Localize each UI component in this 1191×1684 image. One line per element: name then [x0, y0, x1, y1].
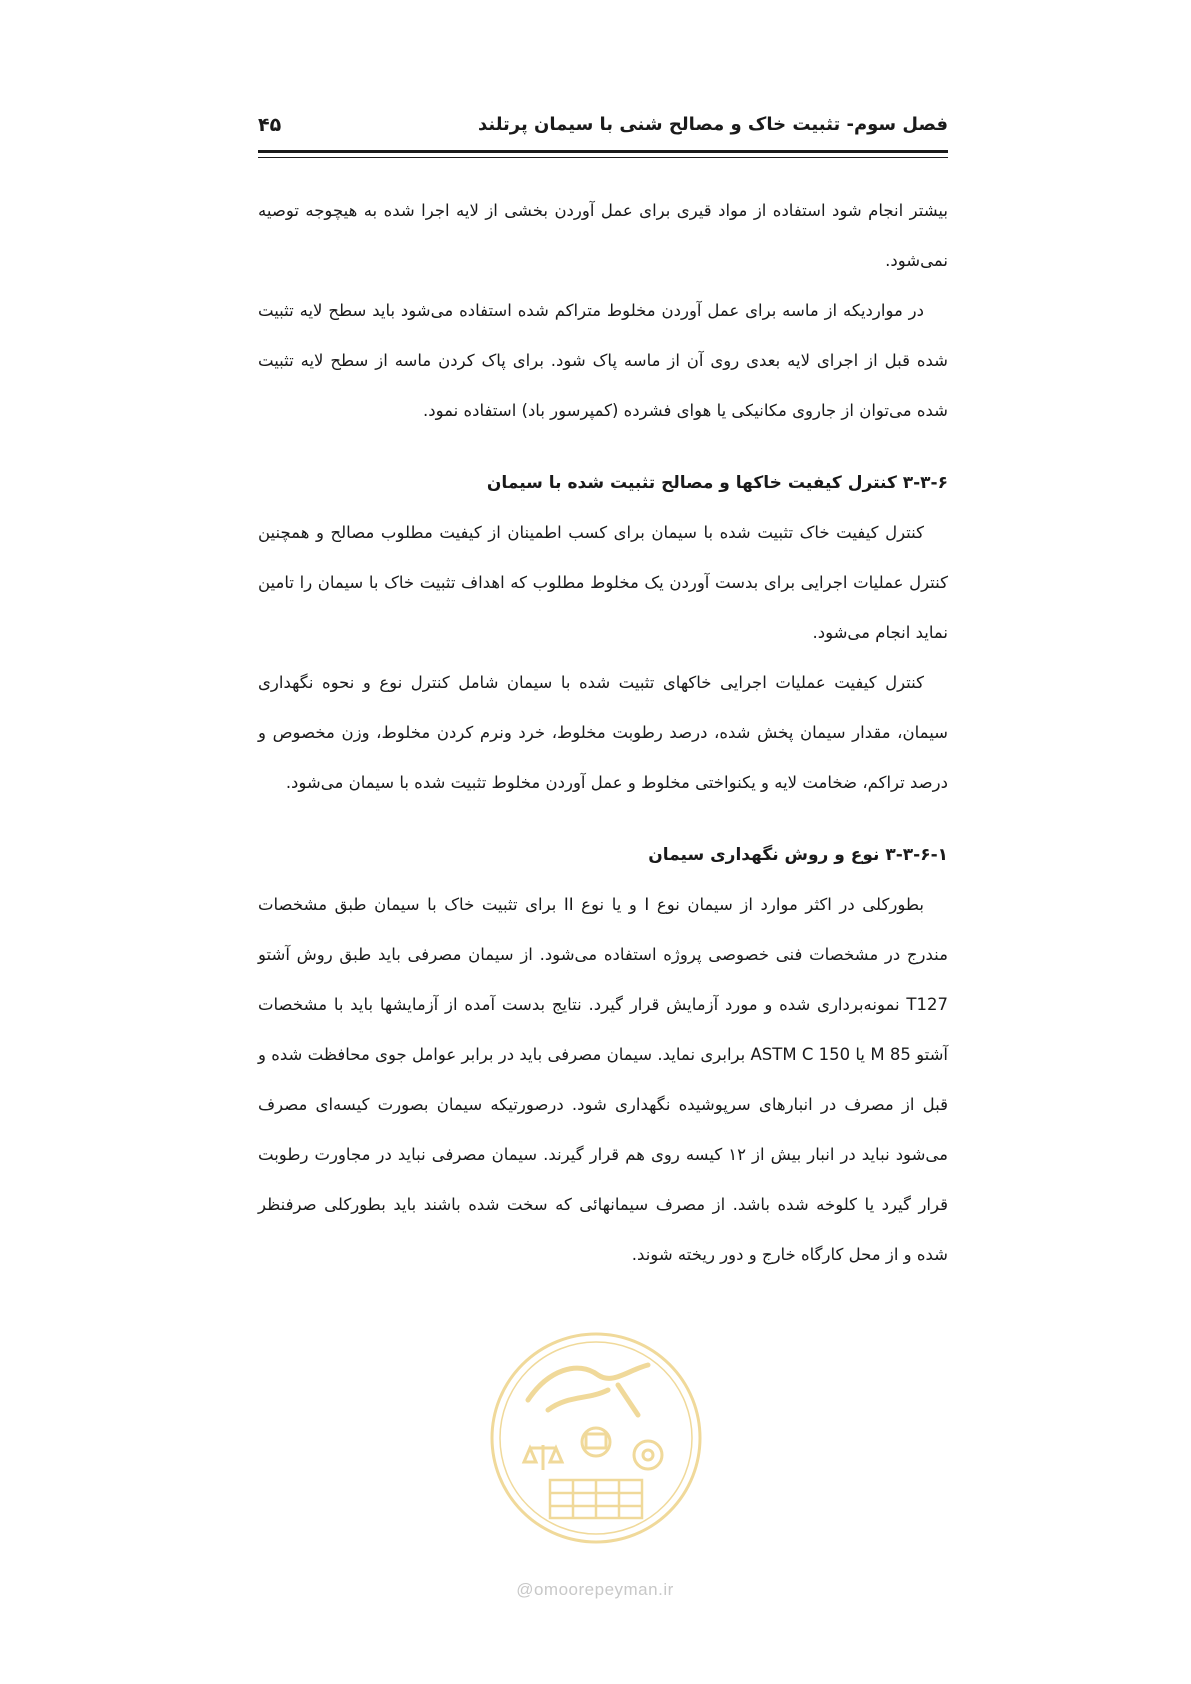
paragraph-3: کنترل کیفیت خاک تثبیت شده با سیمان برای کسب اطمینان از کیفیت مطلوب مصالح و همچنین کنترل عملیات اجرایی برای بدست آوردن یک مخلوط مطلوب که اهداف تثبیت خاک با سیمان را تامین نماید انجام می‌شود. [258, 523, 948, 642]
page-header [258, 108, 948, 148]
paragraph-1: بیشتر انجام شود استفاده از مواد قیری برای عمل آوردن بخشی از لایه اجرا شده به هیچوجه توصیه نمی‌شود. [258, 201, 948, 270]
body-text [258, 186, 948, 1280]
header-rule-thick [258, 150, 948, 153]
section-heading-3-3-6: ۳-۳-۶ کنترل کیفیت خاکها و مصالح تثبیت شده با سیمان [486, 473, 948, 493]
paragraph-4: کنترل کیفیت عملیات اجرایی خاکهای تثبیت شده با سیمان شامل کنترل نوع و نحوه نگهداری سیمان، مقدار سیمان پخش شده، درصد رطوبت مخلوط، خرد ونرم کردن مخلوط، وزن مخصوص و درصد تراکم، ضخامت لایه و یکنواختی مخلوط و عمل آوردن مخلوط تثبیت شده با سیمان می‌شود. [258, 673, 948, 792]
section-heading-3-3-6-1: ۳-۳-۶-۱ نوع و روش نگهداری سیمان [648, 845, 948, 865]
paragraph-5: بطورکلی در اکثر موارد از سیمان نوع I و یا نوع II برای تثبیت خاک با سیمان طبق مشخصات مندرج در مشخصات فنی خصوصی پروژه استفاده می‌شود. از سیمان مصرفی باید طبق روش آشتو T127 نمونه‌برداری شده و مورد آزمایش قرار گیرد. نتایج بدست آمده از آزمایشها باید با مشخصات آشتو M 85 یا ASTM C 150 برابری نماید. سیمان مصرفی باید در برابر عوامل جوی محافظت شده و قبل از مصرف در انبارهای سرپوشیده نگهداری شود. درصورتیکه سیمان بصورت کیسه‌ای مصرف می‌شود نباید در انبار بیش از ۱۲ کیسه روی هم قرار گیرند. سیمان مصرفی نباید در مجاورت رطوبت قرار گیرد یا کلوخه شده باشد. از مصرف سیمانهائی که سخت شده باشند باید بطورکلی صرفنظر شده و از محل کارگاه خارج و دور ریخته شوند. [258, 895, 949, 1264]
header-rule-thin [258, 157, 948, 158]
page-number: ۴۵ [258, 114, 282, 136]
watermark-seal-icon [488, 1330, 704, 1546]
watermark-url: @omoorepeyman.ir [516, 1580, 674, 1599]
chapter-title: فصل سوم- تثبیت خاک و مصالح شنی با سیمان پرتلند [477, 114, 948, 135]
paragraph-2: در مواردیکه از ماسه برای عمل آوردن مخلوط متراکم شده استفاده می‌شود باید سطح لایه تثبیت شده قبل از اجرای لایه بعدی روی آن از ماسه پاک شود. برای پاک کردن ماسه از سطح لایه تثبیت شده می‌توان از جاروی مکانیکی یا هوای فشرده (کمپرسور باد) استفاده نمود. [258, 301, 948, 420]
